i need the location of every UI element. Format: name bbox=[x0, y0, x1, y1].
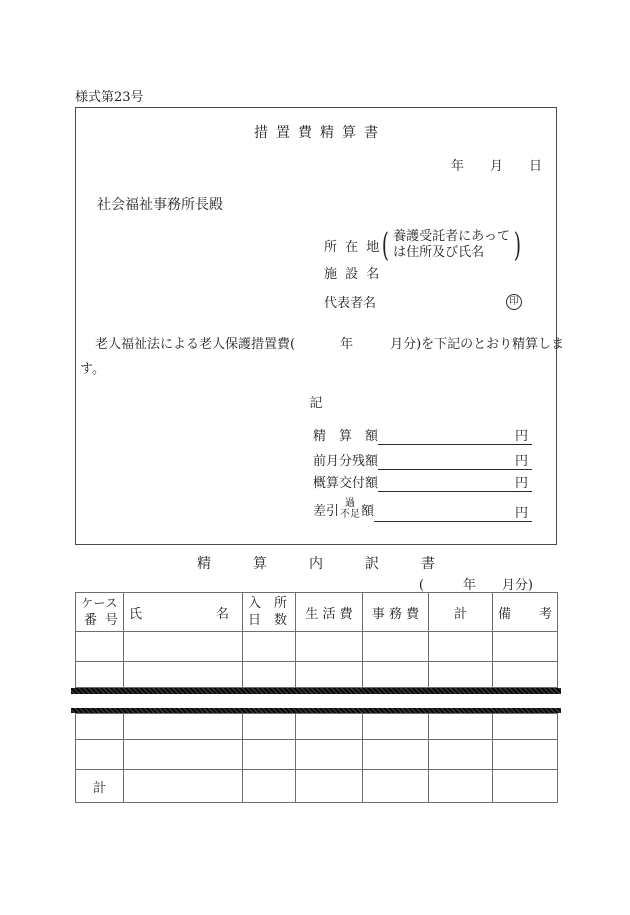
recipient-note-line2: は住所及び氏名 bbox=[393, 245, 485, 260]
empty-cell[interactable] bbox=[243, 714, 296, 740]
empty-cell[interactable] bbox=[296, 770, 363, 803]
breakdown-table-lower bbox=[75, 713, 558, 803]
empty-cell[interactable] bbox=[429, 632, 493, 662]
empty-cell[interactable] bbox=[243, 632, 296, 662]
note-heading: 記 bbox=[309, 396, 323, 411]
empty-cell[interactable] bbox=[124, 632, 243, 662]
breakdown-title-text: 精算内訳書 bbox=[197, 556, 477, 572]
difference-label bbox=[313, 498, 374, 522]
empty-cell[interactable] bbox=[363, 770, 429, 803]
empty-cell[interactable] bbox=[124, 770, 243, 803]
col-header-remarks bbox=[493, 593, 558, 632]
empty-cell[interactable] bbox=[493, 632, 558, 662]
empty-cell[interactable] bbox=[493, 714, 558, 740]
empty-cell[interactable] bbox=[76, 740, 124, 770]
breakdown-table-upper bbox=[75, 592, 558, 688]
empty-cell[interactable] bbox=[243, 740, 296, 770]
form-title-text: 措置費精算書 bbox=[254, 125, 386, 141]
empty-cell[interactable] bbox=[493, 770, 558, 803]
facility-label: 施 設 名 bbox=[324, 267, 382, 282]
yen-unit: 円 bbox=[514, 454, 528, 469]
empty-cell[interactable] bbox=[76, 662, 124, 688]
empty-cell[interactable] bbox=[296, 740, 363, 770]
seal-icon: 印 bbox=[506, 294, 522, 310]
settlement-amount-label: 精 算 額 bbox=[313, 429, 379, 444]
prev-month-balance-label: 前月分残額 bbox=[313, 454, 379, 469]
empty-cell[interactable] bbox=[124, 714, 243, 740]
table-row bbox=[76, 632, 558, 662]
remarks-right: 考 bbox=[538, 606, 552, 622]
date-line: 年 月 日 bbox=[450, 159, 542, 174]
prev-month-balance-blank[interactable] bbox=[378, 450, 532, 470]
difference-row bbox=[313, 492, 532, 522]
empty-cell[interactable] bbox=[363, 632, 429, 662]
over-under-stack bbox=[340, 498, 360, 520]
days-top-left: 入 bbox=[248, 596, 262, 611]
empty-cell[interactable] bbox=[76, 714, 124, 740]
col-header-living-cost: 生 活 費 bbox=[296, 593, 363, 632]
facility-field-row bbox=[324, 263, 381, 282]
col-header-office-cost: 事 務 費 bbox=[363, 593, 429, 632]
table-row bbox=[76, 662, 558, 688]
estimated-grant-blank[interactable] bbox=[378, 472, 532, 492]
empty-cell[interactable] bbox=[493, 740, 558, 770]
table-row bbox=[76, 740, 558, 770]
form-number: 様式第23号 bbox=[75, 90, 144, 105]
prev-month-balance-row bbox=[313, 449, 532, 470]
days-bottom-right: 数 bbox=[273, 613, 287, 628]
under-label: 不足 bbox=[340, 509, 361, 520]
form-title bbox=[76, 122, 556, 142]
body-line2: す。 bbox=[80, 362, 105, 377]
estimated-grant-label: 概算交付額 bbox=[313, 476, 379, 491]
empty-cell[interactable] bbox=[363, 662, 429, 688]
days-bottom-left: 日 bbox=[248, 613, 262, 628]
col-header-name bbox=[124, 593, 243, 632]
empty-cell[interactable] bbox=[429, 662, 493, 688]
recipient-note bbox=[390, 229, 513, 262]
body-seg2: 月分)を下記のとおり精算しま bbox=[390, 337, 565, 352]
settlement-amount-row bbox=[313, 424, 532, 445]
yen-unit: 円 bbox=[514, 476, 528, 491]
addressee: 社会福祉事務所長殿 bbox=[97, 197, 223, 213]
empty-cell[interactable] bbox=[363, 714, 429, 740]
representative-label: 代表者名 bbox=[324, 296, 377, 311]
empty-cell[interactable] bbox=[429, 740, 493, 770]
yen-unit: 円 bbox=[514, 429, 528, 444]
settlement-amount-blank[interactable] bbox=[378, 425, 532, 445]
recipient-note-line1: 養護受託者にあって bbox=[393, 228, 511, 244]
empty-cell[interactable] bbox=[493, 662, 558, 688]
total-row bbox=[76, 770, 558, 803]
name-right: 名 bbox=[215, 606, 229, 622]
difference-prefix: 差引 bbox=[313, 503, 340, 519]
location-label: 所 在 地 bbox=[324, 239, 382, 255]
difference-suffix: 額 bbox=[361, 503, 375, 519]
days-top-right: 所 bbox=[273, 596, 287, 611]
representative-field-row bbox=[324, 292, 522, 311]
breakdown-table-area bbox=[75, 592, 557, 803]
col-header-admission-days bbox=[243, 593, 296, 632]
name-left: 氏 bbox=[129, 606, 143, 622]
page-tear-gap bbox=[75, 694, 557, 708]
empty-cell[interactable] bbox=[124, 662, 243, 688]
difference-blank[interactable] bbox=[374, 502, 532, 522]
estimated-grant-row bbox=[313, 471, 532, 492]
body-year: 年 bbox=[340, 337, 354, 352]
case-number-right: 号 bbox=[104, 613, 118, 628]
table-row bbox=[76, 714, 558, 740]
yen-unit: 円 bbox=[514, 506, 528, 521]
body-seg1: 老人福祉法による老人保護措置費( bbox=[95, 337, 296, 352]
empty-cell[interactable] bbox=[429, 714, 493, 740]
body-line1 bbox=[80, 332, 565, 357]
case-number-line1: ケース bbox=[81, 596, 118, 610]
empty-cell[interactable] bbox=[243, 770, 296, 803]
empty-cell[interactable] bbox=[243, 662, 296, 688]
over-label: 過 bbox=[345, 498, 356, 509]
body-paragraph bbox=[80, 332, 565, 382]
settlement-form-box bbox=[75, 107, 565, 545]
total-row-label: 計 bbox=[76, 770, 124, 803]
header-row bbox=[76, 593, 558, 632]
remarks-left: 備 bbox=[498, 606, 512, 622]
location-field-row bbox=[324, 224, 522, 266]
close-paren: ) bbox=[513, 225, 521, 264]
empty-cell[interactable] bbox=[296, 662, 363, 688]
case-number-left: 番 bbox=[84, 613, 98, 628]
empty-cell[interactable] bbox=[76, 632, 124, 662]
empty-cell[interactable] bbox=[296, 714, 363, 740]
breakdown-title bbox=[75, 553, 557, 573]
breakdown-period: ( 年 月分) bbox=[418, 578, 533, 593]
empty-cell[interactable] bbox=[363, 740, 429, 770]
empty-cell[interactable] bbox=[296, 632, 363, 662]
empty-cell[interactable] bbox=[429, 770, 493, 803]
col-header-total: 計 bbox=[429, 593, 493, 632]
open-paren: ( bbox=[382, 225, 390, 264]
col-header-case-number bbox=[76, 593, 124, 632]
empty-cell[interactable] bbox=[124, 740, 243, 770]
